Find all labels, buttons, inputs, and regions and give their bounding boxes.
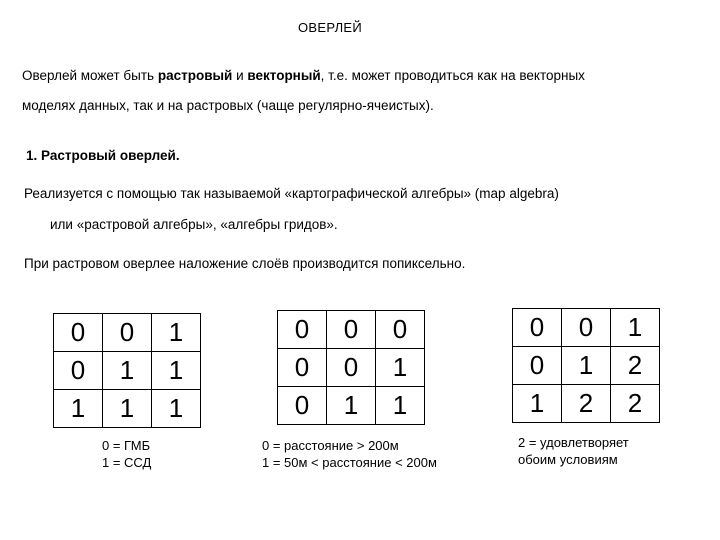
grid-cell: 1 <box>513 385 562 423</box>
grid-row <box>513 347 660 385</box>
grid-cell: 0 <box>278 349 327 387</box>
grid-cell: 0 <box>103 314 152 352</box>
grid-cell: 0 <box>278 311 327 349</box>
grid-cell: 2 <box>611 347 660 385</box>
intro-line-2: моделях данных, так и на растровых (чаще регулярно-ячеистых). <box>22 98 434 113</box>
legend-line: 0 = ГМБ <box>102 438 151 453</box>
grid-row <box>278 349 425 387</box>
legend-line: 0 = расстояние > 200м <box>262 438 399 453</box>
intro-text: и <box>232 68 248 83</box>
raster-grid-1 <box>53 313 201 428</box>
raster-grid-3 <box>512 308 660 423</box>
grid-cell: 0 <box>54 314 103 352</box>
intro-bold-vector: векторный <box>247 68 321 83</box>
intro-bold-raster: растровый <box>157 68 233 83</box>
grid-row <box>278 387 425 425</box>
grid-cell: 1 <box>103 390 152 428</box>
grid-cell: 1 <box>152 352 201 390</box>
grid-1-legend <box>102 437 151 471</box>
grid-cell: 1 <box>152 314 201 352</box>
grid-row <box>54 352 201 390</box>
grid-3-legend <box>518 434 629 468</box>
raster-grid-2 <box>277 310 425 425</box>
grid-cell: 0 <box>562 309 611 347</box>
grid-cell: 2 <box>611 385 660 423</box>
grid-cell: 0 <box>327 311 376 349</box>
grid-2-legend <box>262 437 437 471</box>
paragraph2: При растровом оверлее наложение слоёв производится попиксельно. <box>24 256 466 271</box>
grid-cell: 0 <box>54 352 103 390</box>
grid-cell: 1 <box>54 390 103 428</box>
grid-cell: 0 <box>376 311 425 349</box>
paragraph1-line-1: Реализуется с помощью так называемой «картографической алгебры» (map algebra) <box>24 186 559 201</box>
grid-cell: 1 <box>327 387 376 425</box>
legend-line: 1 = ССД <box>102 455 152 470</box>
grid-cell: 1 <box>611 309 660 347</box>
paragraph1-line-2: или «растровой алгебры», «алгебры гридов». <box>50 217 338 232</box>
legend-line: обоим условиям <box>518 452 618 467</box>
intro-line-1 <box>22 68 585 83</box>
grid-cell: 0 <box>513 309 562 347</box>
grid-cell: 1 <box>103 352 152 390</box>
grid-row <box>54 314 201 352</box>
section-heading: 1. Растровый оверлей. <box>26 148 180 163</box>
legend-line: 2 = удовлетворяет <box>518 435 629 450</box>
grid-row <box>513 385 660 423</box>
grid-cell: 1 <box>562 347 611 385</box>
grid-row <box>513 309 660 347</box>
grid-cell: 1 <box>152 390 201 428</box>
grid-cell: 0 <box>278 387 327 425</box>
grid-cell: 1 <box>376 349 425 387</box>
grid-cell: 1 <box>376 387 425 425</box>
grid-cell: 0 <box>513 347 562 385</box>
grid-row <box>278 311 425 349</box>
intro-text: , т.е. может проводиться как на векторных <box>320 68 585 83</box>
grid-cell: 2 <box>562 385 611 423</box>
page-title: ОВЕРЛЕЙ <box>297 20 363 35</box>
grid-cell: 0 <box>327 349 376 387</box>
grid-row <box>54 390 201 428</box>
legend-line: 1 = 50м < расстояние < 200м <box>262 455 437 470</box>
intro-text: Оверлей может быть <box>22 68 158 83</box>
